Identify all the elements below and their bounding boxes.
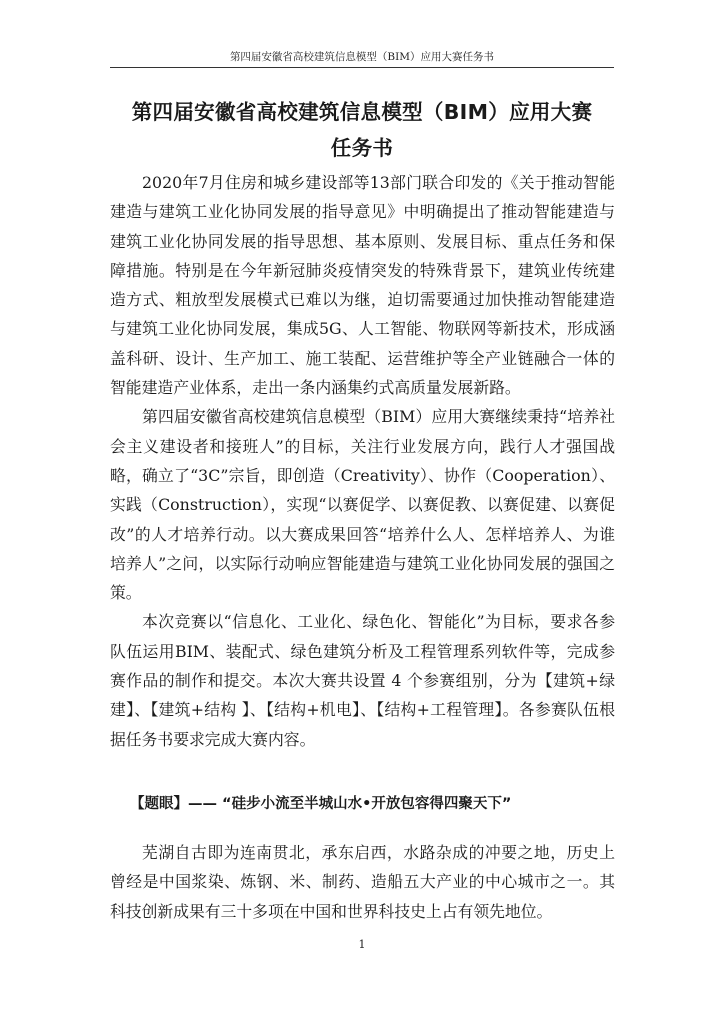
theme-line: 【题眼】—— “硅步小流至半城山水•开放包容得四聚天下”	[130, 796, 512, 812]
paragraph-wuhu: 芜湖自古即为连南贯北，承东启西，水路杂成的冲要之地，历史上曾经是中国浆染、炼钢、米、制药、造船五大产业的中心城市之一。其科技创新成果有三十多项在中国和世界科技史上占有领先地位。	[110, 843, 615, 921]
paragraph-intro: 2020年7月住房和城乡建设部等13部门联合印发的《关于推动智能建造与建筑工业化协同发展的指导意见》中明确提出了推动智能建造与建筑工业化协同发展的指导思想、基本原则、发展目标、重点任务和保障措施。特别是在今年新冠肺炎疫情突发的特殊背景下，建筑业传统建造方式、粗放型发展模式已难以为继，迫切需要通过加快推动智能建造与建筑工业化协同发展，集成5G、人工智能、物联网等新技术，形成涵盖科研、设计、生产加工、施工装配、运营维护等全产业链融合一体的智能建造产业体系，走出一条内涵集约式高质量发展新路。	[110, 173, 615, 398]
paragraph-competition: 第四届安徽省高校建筑信息模型（BIM）应用大赛继续秉持“培养社会主义建设者和接班人”的目标，关注行业发展方向，践行人才强国战略，确立了“3C”宗旨，即创造（Creativity）、协作（Cooperation）、实践（Construction），实现“以赛促学、以赛促教、以赛促建、以赛促改”的人才培养行动。以大赛成果回答“培养什么人、怎样培养人、为谁培养人”之问，以实际行动响应智能建造与建筑工业化协同发展的强国之策。	[110, 407, 615, 603]
title-line-2: 任务书	[330, 136, 394, 160]
body-section-2	[110, 838, 615, 926]
document-title	[110, 94, 614, 166]
page-number: 1	[358, 938, 366, 951]
title-line-1: 第四届安徽省高校建筑信息模型（BIM）应用大赛	[131, 100, 593, 124]
running-header: 第四届安徽省高校建筑信息模型（BIM）应用大赛任务书	[110, 50, 614, 68]
paragraph-groups: 本次竞赛以“信息化、工业化、绿色化、智能化”为目标，要求各参队伍运用BIM、装配式、绿色建筑分析及工程管理系列软件等，完成参赛作品的制作和提交。本次大赛共设置 4 个参赛组别，分为【建筑+绿建】、【建筑+结构 】、【结构+机电】、【结构+工程管理】。各参赛队伍根据任务书要求完成大赛内容。	[110, 612, 615, 749]
body-section-1	[110, 168, 615, 754]
